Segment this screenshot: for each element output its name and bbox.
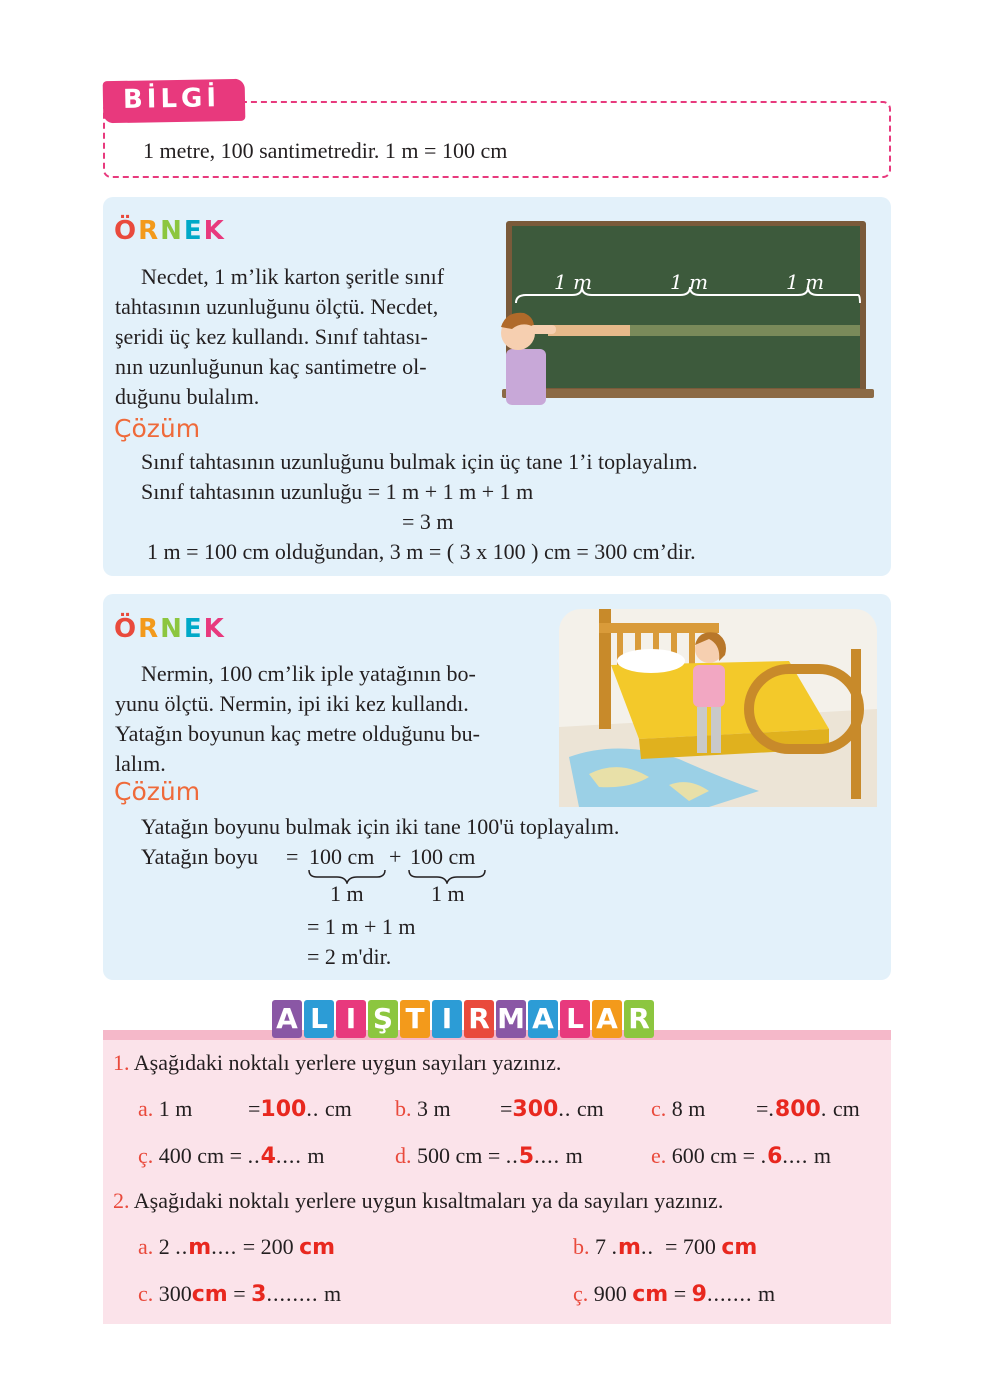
example-2-step-1: = 1 m + 1 m — [307, 914, 416, 939]
question-1: 1. Aşağıdaki noktalı yerlere uygun sayıları yazınız. — [113, 1050, 562, 1075]
example-2-step-2: = 2 m'dir. — [307, 944, 392, 969]
example-2-brace-label-2: 1 m — [431, 881, 465, 906]
q2-item-c: c. 300cm = 3........ m — [138, 1281, 342, 1307]
example-1-solution-line-2: Sınıf tahtasının uzunluğu = 1 m + 1 m + 1 m — [141, 479, 534, 504]
example-1-solution-line-1: Sınıf tahtasının uzunluğunu bulmak için üç tane 1’i toplayalım. — [141, 449, 698, 474]
board-ledge — [502, 389, 874, 398]
example-2-brace-label-1: 1 m — [330, 881, 364, 906]
q1-item-c: c. 8 m — [651, 1096, 706, 1121]
q2-item-a: a. 2 ..m.... = 200 cm — [138, 1234, 336, 1260]
q1-item-c-answer: =.800. cm — [756, 1096, 860, 1122]
q1-item-b: b. 3 m — [395, 1096, 451, 1121]
bed-illustration — [559, 609, 877, 807]
example-2-heading: ÖRNEK — [114, 614, 226, 644]
board-label-1: 1 m — [554, 270, 593, 294]
example-2-solution-eq: = — [286, 844, 299, 869]
example-1-solution-line-3: = 3 m — [402, 509, 454, 534]
example-1-heading: ÖRNEK — [114, 216, 226, 246]
example-2-plus: + — [389, 844, 402, 869]
q1-item-e: e. 600 cm = .6.... m — [651, 1143, 831, 1169]
paper-strip-start — [548, 325, 630, 336]
q1-item-d: d. 500 cm = ..5.... m — [395, 1143, 583, 1169]
info-label: BİLGİ — [122, 83, 221, 115]
q1-item-a-answer: =100.. cm — [248, 1096, 352, 1122]
exercises-title: A L I Ş T I R M A L A R — [272, 1000, 654, 1040]
example-2-problem: Nermin, 100 cm’lik iple yatağının bo- yunu ölçtü. Nermin, ipi iki kez kullandı. Yatağın boyunun kaç metre olduğunu bu- lalım. — [115, 661, 480, 776]
q1-item-cc: ç. 400 cm = ..4.... m — [138, 1143, 325, 1169]
example-2-term-2: 100 cm — [410, 844, 476, 869]
board-label-2: 1 m — [670, 270, 709, 294]
q1-item-a: a. 1 m — [138, 1096, 193, 1121]
info-text: 1 metre, 100 santimetredir. 1 m = 100 cm — [143, 138, 508, 163]
example-1-problem: Necdet, 1 m’lik karton şeritle sınıf tahtasının uzunluğunu ölçtü. Necdet, şeridi üç kez kullandı. Sınıf tahtası- nın uzunluğunun kaç santimetre ol- duğunu bulalım. — [115, 264, 445, 409]
board-label-3: 1 m — [786, 270, 825, 294]
q2-item-cc: ç. 900 cm = 9....... m — [573, 1281, 776, 1307]
example-1-solution-label: Çözüm — [114, 414, 201, 443]
board-surface — [512, 226, 860, 388]
bed-post-right — [851, 649, 861, 799]
info-tab — [103, 79, 246, 123]
q2-item-b: b. 7 .m.. = 700 cm — [573, 1234, 758, 1260]
example-2-solution-label: Çözüm — [114, 777, 201, 806]
pillow — [617, 649, 685, 673]
example-2-solution-lhs: Yatağın boyu — [141, 844, 258, 869]
question-2: 2. Aşağıdaki noktalı yerlere uygun kısaltmaları ya da sayıları yazınız. — [113, 1188, 724, 1213]
q1-item-b-answer: =300.. cm — [500, 1096, 604, 1122]
chalkboard-illustration — [492, 215, 876, 405]
example-2-solution-intro: Yatağın boyunu bulmak için iki tane 100'ü toplayalım. — [141, 814, 620, 839]
example-1-solution-line-4: 1 m = 100 cm olduğundan, 3 m = ( 3 x 100 ) cm = 300 cm’dir. — [147, 539, 696, 564]
example-2-term-1: 100 cm — [309, 844, 375, 869]
